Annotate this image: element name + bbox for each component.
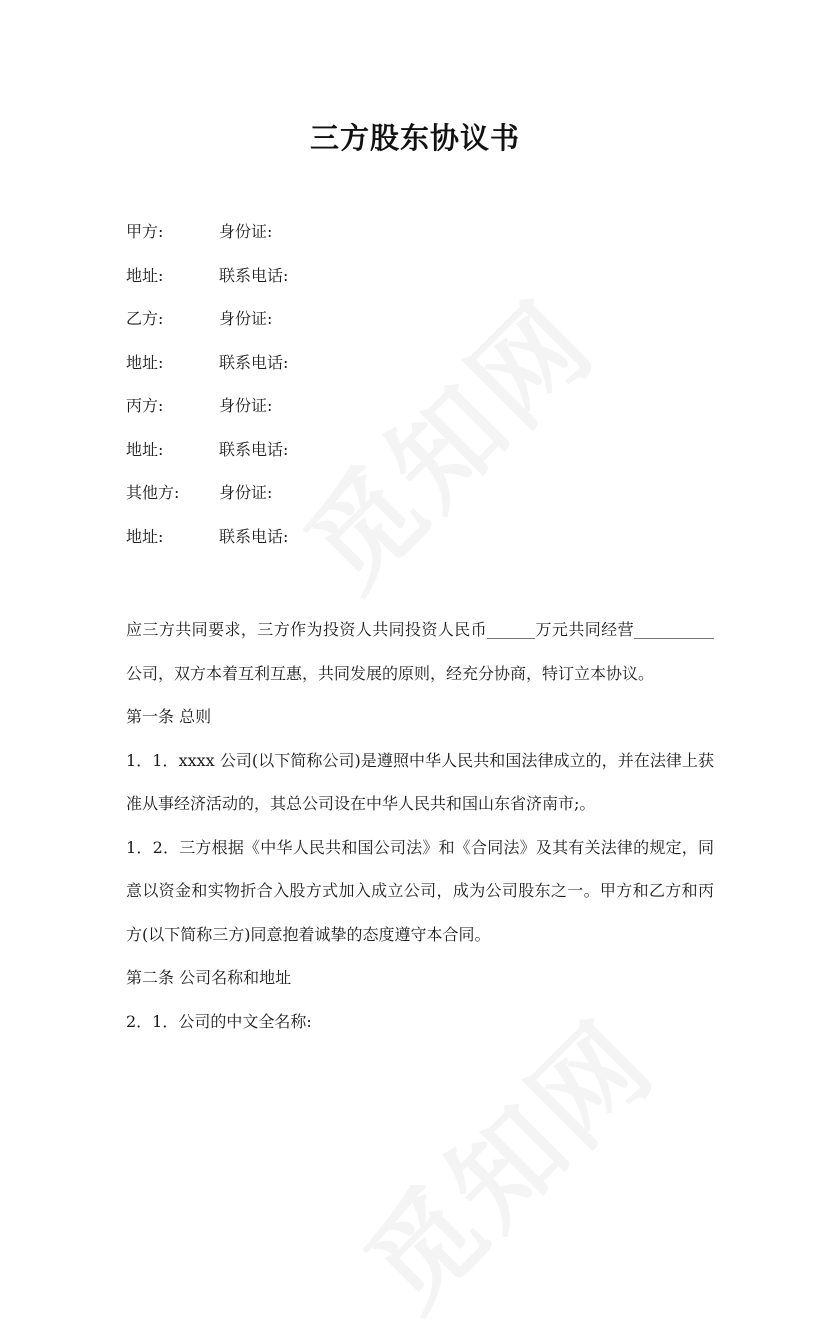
party-row	[126, 350, 726, 394]
party-label: 乙方:	[126, 309, 164, 328]
party-field: 身份证:	[219, 222, 273, 241]
party-field: 联系电话:	[219, 352, 289, 372]
agreement-body	[126, 608, 714, 1043]
clause-paragraph: 1．1．xxxx 公司(以下简称公司)是遵照中华人民共和国法律成立的，并在法律上获准从事经济活动的，其总公司设在中华人民共和国山东省济南市;。	[126, 750, 714, 813]
party-label: 其他方:	[126, 483, 180, 502]
document-title: 三方股东协议书	[309, 121, 520, 155]
party-label: 地址:	[126, 352, 164, 372]
party-row	[126, 480, 726, 524]
party-field: 身份证:	[219, 396, 273, 415]
party-field: 身份证:	[219, 309, 273, 328]
party-field: 身份证:	[219, 483, 273, 502]
clause-paragraph: 1．2．三方根据《中华人民共和国公司法》和《合同法》及其有关法律的规定，同意以资金和实物折合入股方式加入成立公司，成为公司股东之一。甲方和乙方和丙方(以下简称三方)同意抱着诚挚的态度遵守本合同。	[126, 837, 714, 944]
intro-paragraph: 应三方共同要求，三方作为投资人共同投资人民币______万元共同经营__________公司，双方本着互利互惠，共同发展的原则，经充分协商，特订立本协议。	[126, 620, 714, 683]
party-label: 地址:	[126, 526, 164, 546]
party-field: 联系电话:	[219, 526, 289, 546]
party-field: 联系电话:	[219, 265, 289, 285]
party-row	[126, 524, 726, 568]
party-row	[126, 393, 726, 437]
party-info-block	[126, 219, 726, 567]
party-row	[126, 437, 726, 481]
party-row	[126, 306, 726, 350]
party-label: 甲方:	[126, 222, 164, 241]
party-label: 丙方:	[126, 396, 164, 415]
party-label: 地址:	[126, 265, 164, 285]
article-heading: 第一条 总则	[126, 707, 212, 726]
party-row	[126, 219, 726, 263]
article-heading: 第二条 公司名称和地址	[126, 968, 292, 987]
party-label: 地址:	[126, 439, 164, 459]
party-row	[126, 263, 726, 307]
party-field: 联系电话:	[219, 439, 289, 459]
clause-paragraph: 2．1．公司的中文全名称:	[126, 1011, 312, 1031]
